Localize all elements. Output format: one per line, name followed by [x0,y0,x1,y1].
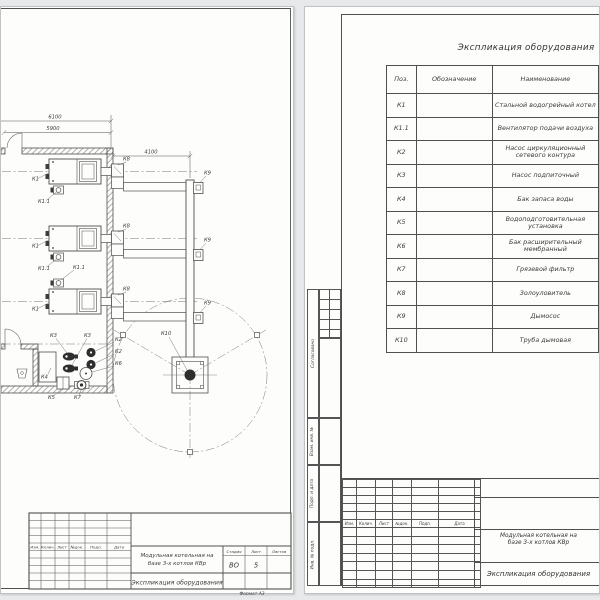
dirt-filter-k7 [75,381,90,390]
designation-cell [416,117,492,141]
pos-cell: К9 [387,305,417,329]
title-block-left [29,513,291,595]
name-cell: Насос циркуляционный сетевого контура [492,141,598,165]
tag-boiler-1: К1 [32,176,39,183]
revision-header-row [343,520,481,528]
tb-sheet-value: 5 [253,561,259,570]
spec-row-k7 [387,258,599,282]
designation-cell [416,188,492,212]
designation-cell [416,282,492,306]
pos-cell: К3 [387,164,417,188]
tag-net-pump-2: К2 [115,349,122,355]
spec-row-k1 [387,94,599,118]
dim-5900: 5900 [46,126,60,132]
tb-stage-value: ВО [228,561,240,570]
pos-cell: К1 [387,94,417,118]
name-cell: Бак запаса воды [492,188,598,212]
spec-row-k6 [387,235,599,259]
ash-collectors-and-ducts [112,164,187,321]
designation-cell [416,211,492,235]
tag-boiler-2: К1 [32,243,39,250]
boiler-1 [46,159,112,184]
expansion-tank-k6 [80,368,92,380]
designation-cell [416,94,492,118]
title-block-right [341,478,600,586]
tag-fan-3: К1.1 [73,265,85,271]
tag-exhauster-3: К9 [204,300,211,307]
tb-project-line1: Модульная котельная на [140,553,214,559]
revision-mini-table [342,479,481,588]
stamp-empty-box [319,338,341,418]
tag-fan-2: К1.1 [38,266,50,272]
tb-sheet-label: Лист [251,548,261,554]
name-cell: Грязевой фильтр [492,258,598,282]
pos-cell: К6 [387,235,417,259]
stamp-podp-label: Подп. и дата [310,478,316,509]
tag-storage-tank: К4 [41,374,48,381]
tag-exp-tank: К6 [115,361,122,367]
tb-col-list: Лист [57,544,67,550]
rtb-right-section [474,479,600,587]
stamp-podp [307,465,319,522]
spec-header-row [387,66,599,94]
name-cell: Дымосос [492,305,598,329]
rtb-doc-title: Экспликация оборудования [486,570,591,578]
sheet-frame [1,9,291,589]
building-walls [1,148,113,393]
sink [17,369,27,378]
stamp-inv-label: Инв. № подл. [310,539,316,569]
tag-boiler-3: К1 [32,306,39,313]
spec-row-k5 [387,211,599,235]
tb-sheets-label: Листов [271,548,287,554]
pos-cell: К8 [387,282,417,306]
tag-exhauster-2: К9 [204,237,211,244]
drawing-sheet-plan [0,6,294,594]
name-cell: Труба дымовая [492,329,598,353]
tag-exhauster-1: К9 [204,170,211,177]
tb-col-data: Дата [113,544,125,550]
tb-col-ndok: №док. [70,544,84,550]
tag-water-prep: К5 [48,395,55,401]
stamp-agreed-label: Согласовано [310,339,316,368]
pos-cell: К7 [387,258,417,282]
name-cell: Вентилятор подачи воздуха [492,117,598,141]
stamp-vzam-label: Взам. инв. № [310,426,316,457]
network-pumps-k2 [86,348,95,369]
tag-ash-3: К8 [123,286,130,293]
feed-pumps-k3 [63,353,78,373]
spec-sheet [304,6,600,594]
format-note: Формат А3 [239,591,265,595]
stamp-podp-box [319,465,341,522]
spec-row-k8 [387,282,599,306]
col-header-name: Наименование [492,66,598,94]
smoke-exhausters [194,183,204,324]
name-cell: Стальной водогрейный котел [492,94,598,118]
tb-stage-label: Стадия [226,548,242,554]
rtb-col-izm: Изм. [343,520,357,528]
dim-4100: 4100 [144,149,158,156]
designation-cell [416,164,492,188]
spec-row-k3 [387,164,599,188]
stamp-agreed [307,289,319,418]
stamp-inv-box [319,522,341,586]
water-prep-k5 [57,377,69,389]
stamp-vzam-box [319,418,341,465]
tag-fan-1: К1.1 [38,199,50,205]
rtb-project-line2: базе 3-х котлов КВр [507,540,570,547]
designation-cell [416,141,492,165]
name-cell: Золоуловитель [492,282,598,306]
stamp-inv [307,522,319,586]
tb-col-izm: Изм. [30,544,40,550]
designation-cell [416,235,492,259]
tb-doc-title: Экспликация оборудования [131,579,223,587]
designation-cell [416,329,492,353]
pos-cell: К5 [387,211,417,235]
spec-row-k1-1 [387,117,599,141]
dim-6100: 6100 [48,114,62,121]
col-header-designation: Обозначение [416,66,492,94]
rtb-col-ndok: №док. [393,520,412,528]
name-cell: Бак расширительный мембранный [492,235,598,259]
rtb-col-list: Лист [376,520,393,528]
stamp-signature-grid [319,289,341,338]
boiler-room-plan [1,7,295,595]
rtb-col-podp: Подп. [412,520,439,528]
pos-cell: К4 [387,188,417,212]
flue-collector [186,180,194,370]
rtb-col-data: Дата [439,520,481,528]
tag-feed-pump-2: К3 [84,333,91,339]
tag-ash-2: К8 [123,223,130,230]
spec-row-k10 [387,329,599,353]
tb-col-podp: Подп. [90,544,102,550]
stamp-vzam [307,418,319,465]
boiler-2 [46,226,112,251]
rtb-col-kolich: Колич. [357,520,376,528]
tag-ash-1: К8 [123,156,130,163]
tag-feed-pump-1: К3 [50,333,57,339]
boiler-3 [46,289,112,314]
spec-table-title: Экспликация оборудования [457,43,595,53]
spec-row-k2 [387,141,599,165]
spec-row-k9 [387,305,599,329]
designation-cell [416,258,492,282]
chimney-stack [163,370,217,381]
rtb-project-name [475,533,600,547]
pos-cell: К2 [387,141,417,165]
tag-chimney: К10 [161,331,172,337]
tb-col-kolich: Колич. [41,544,55,550]
spec-row-k4 [387,188,599,212]
name-cell: Водоподготовительная установка [492,211,598,235]
name-cell: Насос подпиточный [492,164,598,188]
tag-filter: К7 [74,395,81,401]
designation-cell [416,305,492,329]
tb-project-line2: базе 3-х котлов КВр [147,561,207,567]
equipment-spec-table [386,65,599,353]
pos-cell: К10 [387,329,417,353]
tag-net-pump-1: К2 [115,337,122,343]
col-header-pos: Поз. [387,66,417,94]
rtb-project-line1: Модульная котельная на [500,533,577,539]
pos-cell: К1.1 [387,117,417,141]
